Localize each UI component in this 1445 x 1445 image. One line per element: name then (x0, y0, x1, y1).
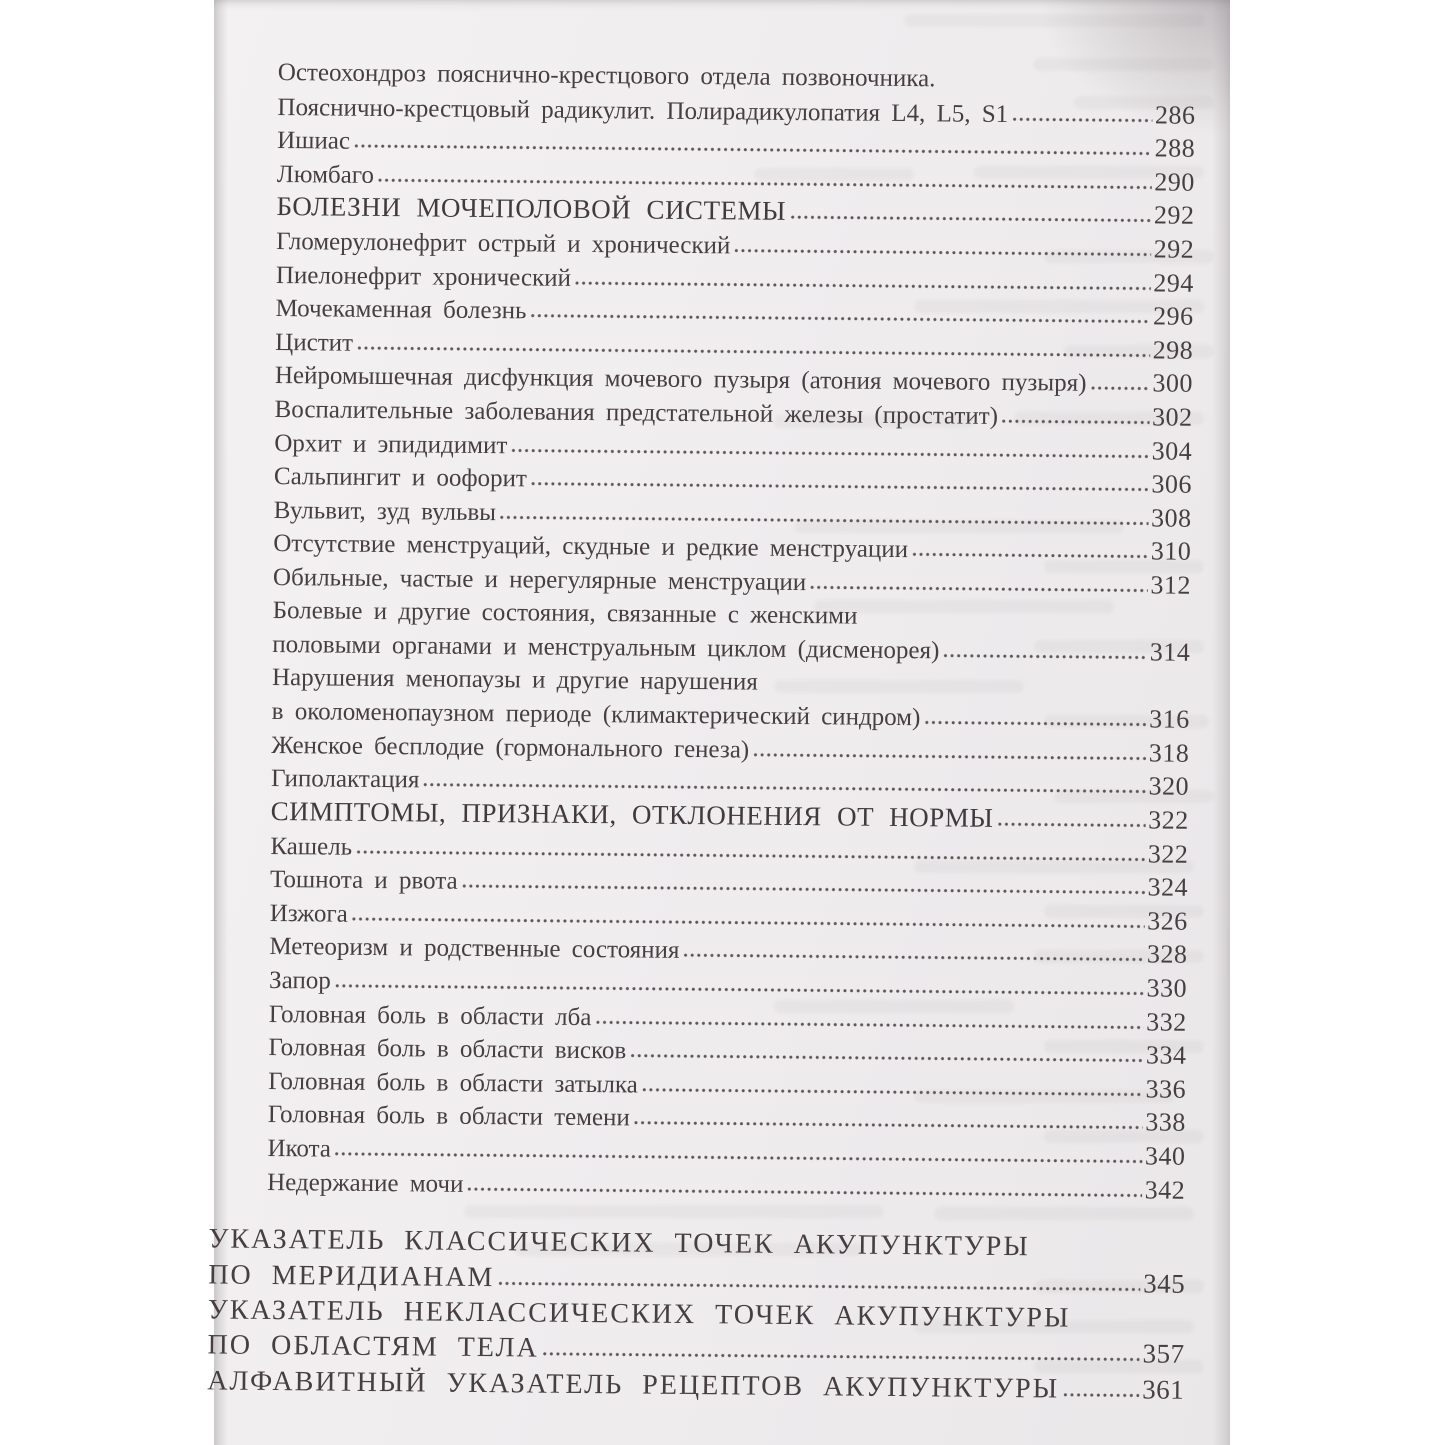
toc-row-label: Запор (268, 966, 331, 995)
dot-leader (467, 1186, 1141, 1197)
toc-row-page-number: 316 (1149, 704, 1190, 735)
toc-row-label: Отсутствие менструаций, скудные и редкие менструации (273, 530, 909, 564)
dot-leader (924, 721, 1146, 728)
toc-row-label: Люмбаго (276, 160, 375, 189)
toc-row-page-number: 336 (1145, 1074, 1187, 1104)
toc-row-label: Пиелонефрит хронический (275, 261, 572, 292)
toc-row-page-number: 310 (1150, 536, 1192, 567)
index-row-label: ПО ОБЛАСТЯМ ТЕЛА (207, 1329, 539, 1364)
toc-row-label: БОЛЕЗНИ МОЧЕПОЛОВОЙ СИСТЕМЫ (276, 191, 787, 227)
toc-row-page-number: 318 (1148, 738, 1190, 768)
toc-row-label: Женское бесплодие (гормонального генеза) (271, 731, 750, 764)
toc-row-page-number: 322 (1148, 805, 1189, 835)
dot-leader (790, 215, 1151, 223)
toc-row-page-number: 312 (1150, 570, 1192, 600)
dot-leader (753, 752, 1146, 761)
toc-row-page-number: 294 (1153, 267, 1195, 298)
toc-row-page-number: 296 (1152, 301, 1194, 331)
index-row-page-number: 357 (1142, 1338, 1185, 1370)
dot-leader (356, 849, 1145, 862)
toc-row-page-number: 298 (1152, 335, 1194, 365)
dot-leader (630, 1054, 1143, 1064)
toc-row-page-number: 332 (1146, 1007, 1187, 1037)
toc-row-label: в околоменопаузном периоде (климактерический синдром) (271, 698, 921, 732)
toc-row-label: Пояснично-крестцовый радикулит. Полирадикулопатия L4, L5, S1 (277, 93, 1009, 128)
toc-row-page-number: 338 (1145, 1107, 1186, 1138)
index-row-label: ПО МЕРИДИАНАМ (208, 1258, 495, 1293)
dot-leader (462, 884, 1145, 896)
dot-leader (575, 280, 1150, 291)
toc-row-label: Гиполактация (270, 765, 420, 794)
dot-leader (423, 783, 1145, 795)
toc-row-label: Головная боль в области затылка (268, 1067, 638, 1099)
toc-row-page-number: 342 (1144, 1174, 1186, 1205)
toc-row-label: Вульвит, зуд вульвы (273, 496, 497, 526)
toc-row-label: Гломерулонефрит острый и хронический (276, 227, 731, 260)
toc-row-label: Икота (267, 1134, 332, 1163)
dot-leader (335, 1152, 1142, 1165)
toc-rows (267, 56, 1196, 1207)
toc-row-page-number: 292 (1153, 234, 1195, 264)
toc-row-label: Тошнота и рвота (269, 866, 458, 896)
toc-row-page-number: 286 (1154, 100, 1196, 130)
toc-row-page-number: 320 (1148, 771, 1190, 802)
toc-row-label: Сальпингит и оофорит (273, 463, 528, 493)
index-row-label: УКАЗАТЕЛЬ КЛАССИЧЕСКИХ ТОЧЕК АКУПУНКТУРЫ (208, 1223, 1030, 1263)
dot-leader (543, 1352, 1140, 1363)
dot-leader (642, 1087, 1143, 1097)
table-of-contents (207, 56, 1196, 1408)
toc-row-page-number: 334 (1145, 1040, 1187, 1070)
toc-row-page-number: 330 (1146, 973, 1188, 1003)
toc-row-label: Недержание мочи (267, 1168, 464, 1198)
bleedthrough-ghost-text (904, 14, 1204, 27)
toc-row-label: Головная боль в области лба (268, 1000, 592, 1031)
toc-row-page-number: 304 (1151, 435, 1193, 466)
dot-leader (997, 822, 1145, 828)
toc-row-label: Остеохондроз пояснично-крестцового отдела позвоночника. (277, 58, 936, 93)
toc-row-page-number: 300 (1152, 368, 1194, 399)
dot-leader (810, 585, 1147, 593)
toc-row-label: Болевые и другие состояния, связанные с женскими (272, 596, 858, 630)
toc-row-label: Головная боль в области висков (268, 1034, 627, 1065)
toc-row-label: Кашель (270, 832, 353, 861)
toc-row-label: Ишиас (277, 127, 351, 155)
dot-leader (912, 552, 1148, 559)
toc-row-label: Нейромышечная дисфункция мочевого пузыря (атония мочевого пузыря) (274, 362, 1087, 398)
toc-row-page-number: 288 (1154, 133, 1196, 163)
dot-leader (500, 515, 1148, 526)
toc-row-label: Воспалительные заболевания предстательной железы (простатит) (274, 395, 999, 430)
dot-leader (530, 314, 1150, 325)
toc-row-page-number: 292 (1153, 200, 1195, 231)
toc-row-page-number: 314 (1149, 637, 1191, 667)
dot-leader (511, 448, 1148, 459)
toc-row-page-number: 340 (1144, 1141, 1186, 1171)
dot-leader (595, 1020, 1143, 1030)
toc-row-page-number: 324 (1147, 872, 1189, 903)
toc-row-label: Мочекаменная болезнь (275, 295, 527, 325)
toc-row-page-number: 302 (1151, 402, 1193, 432)
dot-leader (1012, 117, 1152, 123)
dot-leader (943, 654, 1146, 661)
dot-leader (378, 178, 1151, 190)
index-section (207, 1222, 1186, 1408)
dot-leader (734, 248, 1150, 257)
toc-row-label: Метеоризм и родственные состояния (269, 933, 680, 965)
dot-leader (1063, 1392, 1139, 1398)
index-row-page-number: 361 (1142, 1374, 1185, 1405)
toc-row-page-number: 328 (1146, 939, 1188, 970)
index-row-page-number: 345 (1143, 1267, 1186, 1299)
toc-row-label: Обильные, частые и нерегулярные менструации (272, 563, 807, 596)
dot-leader (354, 144, 1152, 157)
toc-row-label: СИМПТОМЫ, ПРИЗНАКИ, ОТКЛОНЕНИЯ ОТ НОРМЫ (270, 796, 994, 833)
toc-row-page-number: 326 (1147, 906, 1188, 936)
toc-row-page-number: 306 (1151, 469, 1193, 499)
index-row-label: УКАЗАТЕЛЬ НЕКЛАССИЧЕСКИХ ТОЧЕК АКУПУНКТУРЫ (207, 1294, 1071, 1334)
book-page (207, 0, 1230, 1445)
dot-leader (683, 953, 1144, 962)
dot-leader (1002, 419, 1149, 425)
dot-leader (634, 1121, 1142, 1131)
toc-row-label: Цистит (275, 328, 354, 357)
toc-row-page-number: 308 (1150, 503, 1192, 533)
dot-leader (352, 917, 1145, 930)
toc-row-label: Орхит и эпидидимит (274, 429, 508, 459)
toc-row-label: Нарушения менопаузы и другие нарушения (271, 663, 759, 696)
dot-leader (335, 984, 1144, 997)
dot-leader (357, 346, 1150, 359)
index-row-label: АЛФАВИТНЫЙ УКАЗАТЕЛЬ РЕЦЕПТОВ АКУПУНКТУРЫ (207, 1365, 1060, 1405)
toc-row-label: Изжога (269, 899, 348, 928)
toc-row-page-number: 290 (1154, 167, 1195, 197)
dot-leader (531, 482, 1149, 493)
toc-row-label: Головная боль в области темени (267, 1101, 630, 1132)
toc-row-page-number: 322 (1147, 839, 1189, 869)
toc-row-label: половыми органами и менструальным циклом (дисменорея) (272, 631, 940, 665)
dot-leader (1090, 386, 1149, 392)
dot-leader (498, 1281, 1140, 1292)
